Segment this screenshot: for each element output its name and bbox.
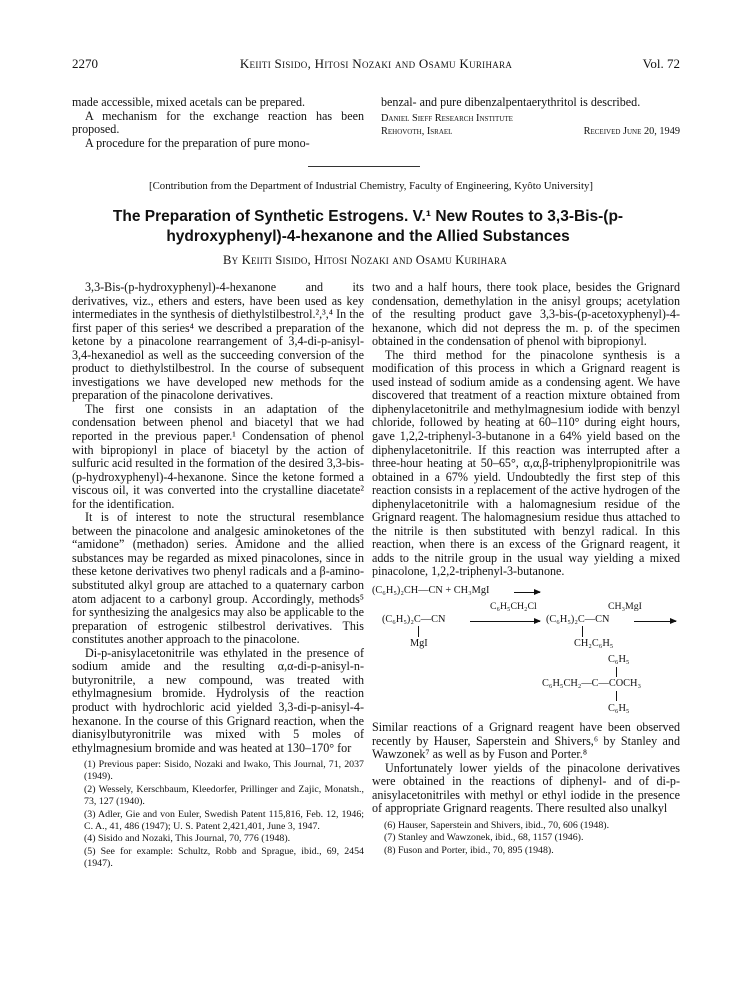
footnote-3: (3) Adler, Gie and von Euler, Swedish Patent 115,816, Feb. 12, 1946; C. A., 41, 486 (1947); U. S. Patent 2,421,401, June 3, 1947. [84,808,364,833]
scheme-left-sub: MgI [410,638,428,649]
paragraph-8: Unfortunately lower yields of the pinacolone derivatives were obtained in the reactions of diphenyl- and of di-p-anisylacetonitriles with methyl or ethyl iodide in the presence of appropriate Grignard reagents. There resulted also unalkyl [372,760,680,816]
prev-line-3: A procedure for the preparation of pure mono- [85,135,310,150]
prev-article-right [381,96,680,138]
scheme-bond-1 [418,626,419,637]
title-line-1: The Preparation of Synthetic Estrogens. V.¹ New Routes to 3,3-Bis-(p- [112,208,624,225]
institute-location: Rehovoth, Israel [381,125,453,137]
right-column [372,281,680,579]
byline: By Keiiti Sisido, Hitosi Nozaki and Osamu Kurihara [223,253,507,267]
scheme-bond-2 [582,626,583,637]
paragraph-1: 3,3-Bis-(p-hydroxyphenyl)-4-hexanone and its derivatives, viz., ethers and esters, have been used as key intermediates in the synthesis of diethylstilbestrol.²,³,⁴ In the first paper of this series⁴ we described a preparation of the ketone by a pinacolone rearrangement of 3,4-di-p-anisyl-3,4-hexanediol as well as the succeeding conversion of the product to diethylstilbestrol. In the course of subsequent investigations we have developed new methods for the preparation of the pinacolone derivatives. [72,280,364,403]
paragraph-2: The first one consists in an adaptation of the condensation between phenol and biacetyl that we had reported in the previous paper.¹ Condensation of phenol with bipropionyl in place of biacetyl by the action of sulfuric acid resulted in the formation of the desired 3,3-bis-(p-hydroxyphenyl)-4-hexanone. Since the ketone formed a viscous oil, it was converted into the crystalline diacetate² for the identification. [72,401,364,511]
contribution-line: [Contribution from the Department of Industrial Chemistry, Faculty of Engineering, Kyôto University] [149,180,593,192]
footnote-2: (2) Wessely, Kerschbaum, Kleedorfer, Prillinger and Zajic, Monatsh., 73, 127 (1940). [84,783,364,808]
footnote-5: (5) See for example: Schultz, Robb and Sprague, ibid., 69, 2454 (1947). [84,845,364,870]
received-date: Received June 20, 1949 [583,125,680,137]
prev-right-text: benzal- and pure dibenzalpentaerythritol is described. [381,95,641,109]
footnote-4: (4) Sisido and Nozaki, This Journal, 70, 776 (1948). [84,833,291,845]
title-line-2: hydroxyphenyl)-4-hexanone and the Allied Substances [166,228,570,245]
scheme-reagent-2: CH₃MgI [608,601,642,612]
article-title [80,207,656,247]
institute-name: Daniel Sieff Research Institute [381,112,513,124]
footnote-6: (6) Hauser, Saperstein and Shivers, ibid., 70, 606 (1948). [384,820,610,831]
paragraph-7: Similar reactions of a Grignard reagent have been observed recently by Hauser, Saperstein and Shivers,⁶ by Stanley and Wawzonek⁷ as well as by Fuson and Porter.⁸ [372,720,680,762]
paragraph-5: two and a half hours, there took place, besides the Grignard condensation, demethylation in the anisyl groups; acetylation of the resulting product gave 3,3-bis-(p-acetoxyphenyl)-4-hexanone, which did not depress the m. p. of the specimen obtained in the condensation of phenol with bipropionyl. [372,280,680,349]
footnote-7: (7) Stanley and Wawzonek, ibid., 68, 1157 (1946). [384,832,584,844]
paragraph-3: It is of interest to note the structural resemblance between the pinacolone and analgesic aminoketones of the “amidone” (methadon) series. Amidone and the allied substances may be regarded as mixed pinacolones, since in these ketone derivatives two phenyl radicals and a β-amino-substituted alkyl group are attached to a quaternary carbon atom adjacent to a carbonyl group. Accordingly, methods⁵ for synthesizing the analgesics may also be applicable to the preparation of estrogenic stilbestrol derivatives. This constitutes another approach to the pinacolone. [72,510,364,647]
scheme-prod-bottom: C₆H₅ [608,703,630,714]
scheme-arrow-1 [514,592,540,593]
scheme-mid-species: (C₆H₅)₂C—CN [546,614,610,625]
affiliation-line [381,125,680,138]
scheme-mid-sub: CH₂C₆H₅ [574,638,614,649]
footnote-8: (8) Fuson and Porter, ibid., 70, 895 (1948). [384,844,554,856]
prev-line-2: A mechanism for the exchange reaction has been proposed. [72,108,364,137]
scheme-arrow-2 [470,621,540,622]
scheme-prod-main: C₆H₅CH₂—C—COCH₃ [542,678,642,689]
left-column [72,281,364,755]
scheme-left-species: (C₆H₅)₂C—CN [382,614,446,625]
scheme-line-1: (C₆H₅)₂CH—CN + CH₃MgI [372,585,490,596]
prev-article-left [72,96,364,150]
footnotes-right [372,820,680,857]
right-column-2 [372,721,680,816]
scheme-arrow-3 [634,621,676,622]
scheme-prod-top: C₆H₅ [608,654,630,665]
scheme-bond-4 [616,691,617,701]
paragraph-6: The third method for the pinacolone synthesis is a modification of this process in which a Grignard reagent is used instead of sodium amide as a condensing agent. We have discovered that treatment of a reaction mixture obtained from diphenylacetonitrile and methylmagnesium iodide with benzyl chloride, followed by heating at 60–110° during eight hours, gave 1,2,2-triphenyl-3-butanone in a 64% yield based on the diphenylacetonitrile. If this reaction was interrupted after a three-hour heating at 50–65°, α,α,β-triphenylpropionitrile was obtained in a 67% yield. Undoubtedly the first step of this reaction consists in a replacement of the active hydrogen of the diphenylacetonitrile with a halomagnesium residue of the Grignard reagent. The halomagnesium residue thus attached to the nitrile is then substituted with benzyl radical. In this reaction, when there is an excess of the Grignard reagent, it adds to the nitrile group in the usual way yielding a mixed pinacolone, 1,2,2-triphenyl-3-butanone. [372,347,680,579]
paragraph-4: Di-p-anisylacetonitrile was ethylated in the presence of sodium amide and the resulting α,α-di-p-anisyl-n-butyronitrile, a new compound, was treated with ethylmagnesium bromide. Hydrolysis of the reaction product with hydrochloric acid yielded 3,3-di-p-anisyl-4-hexanone. In the course of this Grignard reaction, when the dianisylbutyronitrile was mixed with 5 moles of ethylmagnesium bromide and was heated at 130–170° for [72,645,364,755]
prev-line-1: made accessible, mixed acetals can be prepared. [72,95,306,109]
running-head-authors: Keiiti Sisido, Hitosi Nozaki and Osamu Kurihara [239,56,513,71]
footnote-1: (1) Previous paper: Sisido, Nozaki and Iwako, This Journal, 71, 2037 (1949). [84,759,364,783]
running-head [72,56,680,74]
footnotes-left [72,759,364,871]
page-number: 2270 [72,56,98,71]
scheme-reagent-1: C₆H₅CH₂Cl [490,601,537,612]
scheme-bond-3 [616,667,617,677]
volume-label: Vol. 72 [642,56,680,71]
section-divider [308,166,420,167]
